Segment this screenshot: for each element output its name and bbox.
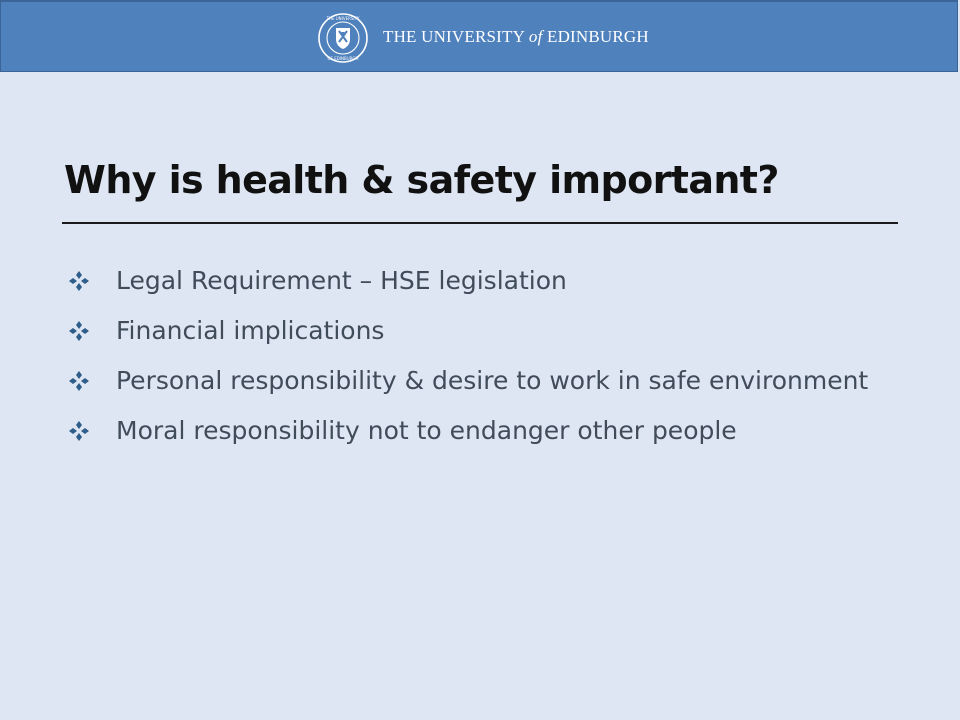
university-name: THE UNIVERSITY of EDINBURGH (383, 27, 649, 46)
svg-text:THE UNIVERSITY: THE UNIVERSITY (326, 16, 360, 21)
four-diamond-bullet-icon (68, 270, 90, 292)
title-underline (62, 222, 898, 224)
bullet-item (66, 262, 906, 299)
four-diamond-bullet-icon (68, 370, 90, 392)
four-diamond-bullet-icon (68, 420, 90, 442)
bullet-text: Personal responsibility & desire to work in safe environment (116, 366, 869, 395)
bullet-item (66, 362, 906, 399)
bullet-item (66, 412, 906, 449)
header-bar (0, 0, 958, 72)
bullet-text: Financial implications (116, 316, 385, 345)
slide-title: Why is health & safety important? (64, 158, 779, 202)
bullet-item (66, 312, 906, 349)
bullet-list (66, 262, 906, 462)
four-diamond-bullet-icon (68, 320, 90, 342)
bullet-text: Legal Requirement – HSE legislation (116, 266, 567, 295)
svg-text:OF EDINBURGH: OF EDINBURGH (327, 56, 359, 61)
university-crest-icon (317, 12, 369, 64)
bullet-text: Moral responsibility not to endanger other people (116, 416, 737, 445)
